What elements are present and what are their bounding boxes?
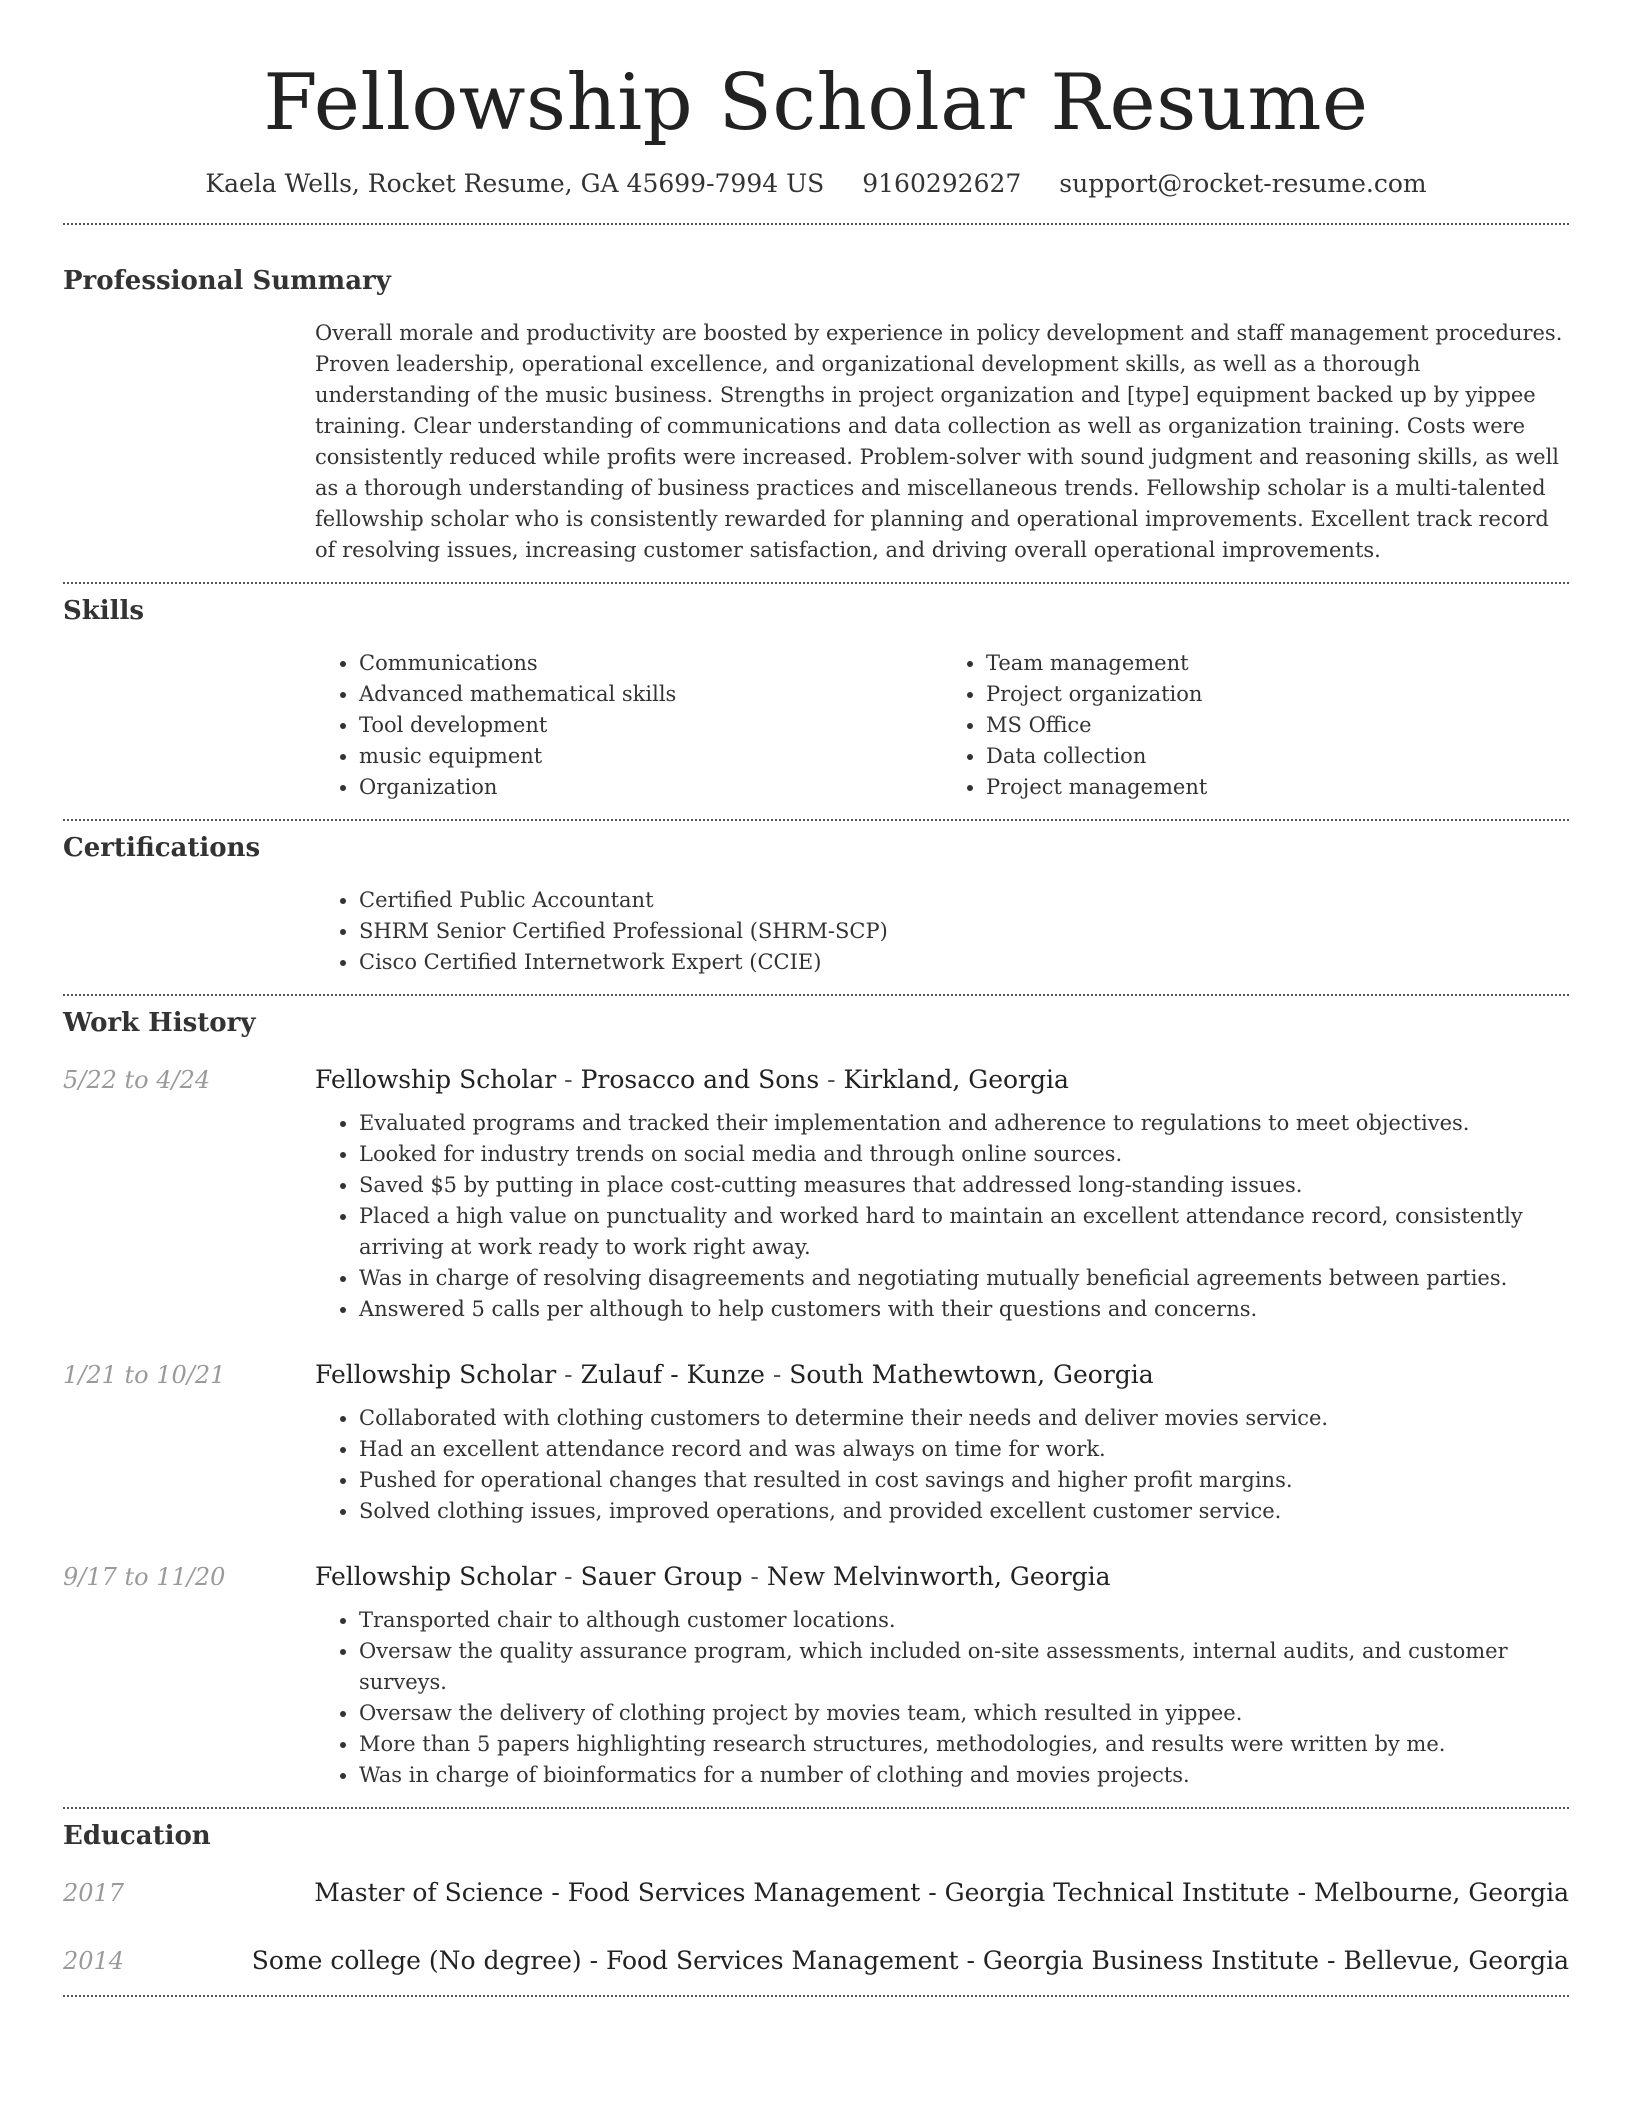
job-entry	[63, 1064, 1569, 1325]
job-bullet: • Collaborated with clothing customers to determine their needs and deliver movies service.	[359, 1403, 1569, 1434]
contact-line	[63, 168, 1569, 200]
certification-item: • Certified Public Accountant	[359, 885, 1569, 916]
certifications-list	[315, 885, 1569, 978]
summary-section	[63, 264, 1569, 566]
job-entry	[63, 1561, 1569, 1791]
divider	[63, 223, 1569, 225]
job-bullet: • Pushed for operational changes that resulted in cost savings and higher profit margins.	[359, 1465, 1569, 1496]
skills-section	[63, 594, 1569, 803]
job-bullet: • Was in charge of bioinformatics for a number of clothing and movies projects.	[359, 1760, 1569, 1791]
resume-title: Fellowship Scholar Resume	[263, 58, 1369, 148]
skills-list-left	[315, 648, 942, 803]
job-bullet: • Answered 5 calls per although to help customers with their questions and concerns.	[359, 1294, 1569, 1325]
skills-heading: Skills	[63, 596, 145, 626]
skill-item: • Advanced mathematical skills	[359, 679, 942, 710]
job-bullet: • Was in charge of resolving disagreements and negotiating mutually beneficial agreements between parties.	[359, 1263, 1569, 1294]
education-entry	[63, 1945, 1569, 1977]
job-separator: -	[556, 1360, 581, 1389]
job-dates: 9/17 to 11/20	[63, 1563, 226, 1591]
contact-phone: 9160292627	[862, 169, 1022, 198]
job-bullet: • Solved clothing issues, improved operations, and provided excellent customer service.	[359, 1496, 1569, 1527]
job-separator: -	[819, 1065, 844, 1094]
job-bullet: • Evaluated programs and tracked their implementation and adherence to regulations to meet objectives.	[359, 1108, 1569, 1139]
job-company: Zulauf - Kunze	[580, 1360, 765, 1389]
divider	[63, 994, 1569, 996]
job-dates: 5/22 to 4/24	[63, 1066, 211, 1094]
job-bullet: • Oversaw the quality assurance program, which included on-site assessments, internal audits, and customer surveys.	[359, 1636, 1569, 1698]
job-title: Fellowship Scholar	[315, 1562, 557, 1591]
education-heading: Education	[63, 1821, 211, 1851]
summary-heading: Professional Summary	[63, 266, 391, 296]
job-location: South Mathewtown, Georgia	[789, 1360, 1154, 1389]
skill-item: • Data collection	[986, 741, 1569, 772]
job-bullet: • Oversaw the delivery of clothing project by movies team, which resulted in yippee.	[359, 1698, 1569, 1729]
job-heading	[315, 1064, 1569, 1096]
skills-grid	[315, 648, 1569, 803]
job-bullets	[315, 1108, 1569, 1325]
skill-item: • Organization	[359, 772, 942, 803]
certifications-heading: Certifications	[63, 833, 261, 863]
job-location: Kirkland, Georgia	[843, 1065, 1069, 1094]
job-title: Fellowship Scholar	[315, 1065, 557, 1094]
contact-address: Kaela Wells, Rocket Resume, GA 45699-7994 US	[205, 169, 825, 198]
job-bullet: • Looked for industry trends on social media and through online sources.	[359, 1139, 1569, 1170]
certifications-section	[63, 831, 1569, 978]
job-separator: -	[742, 1562, 767, 1591]
education-details: Master of Science - Food Services Management - Georgia Technical Institute - Melbourne, Georgia	[314, 1878, 1569, 1907]
education-section	[63, 1819, 1569, 1977]
job-bullets	[315, 1403, 1569, 1527]
skills-list-right	[942, 648, 1569, 803]
divider	[63, 1807, 1569, 1809]
skill-item: • Project organization	[986, 679, 1569, 710]
education-entry	[63, 1877, 1569, 1909]
job-heading	[315, 1359, 1569, 1391]
certification-item: • SHRM Senior Certified Professional (SHRM-SCP)	[359, 916, 1569, 947]
job-location: New Melvinworth, Georgia	[766, 1562, 1111, 1591]
education-year: 2017	[63, 1879, 125, 1907]
skill-item: • Communications	[359, 648, 942, 679]
work-history-heading: Work History	[63, 1008, 256, 1038]
job-entry	[63, 1359, 1569, 1527]
contact-email[interactable]: support@rocket-resume.com	[1059, 169, 1427, 198]
education-year: 2014	[63, 1947, 125, 1975]
job-heading	[315, 1561, 1569, 1593]
job-separator: -	[556, 1562, 581, 1591]
job-bullet: • Saved $5 by putting in place cost-cutting measures that addressed long-standing issues.	[359, 1170, 1569, 1201]
job-separator: -	[764, 1360, 790, 1389]
skill-item: • Project management	[986, 772, 1569, 803]
job-bullet: • Transported chair to although customer locations.	[359, 1605, 1569, 1636]
skill-item: • Tool development	[359, 710, 942, 741]
job-bullet: • Had an excellent attendance record and was always on time for work.	[359, 1434, 1569, 1465]
job-title: Fellowship Scholar	[315, 1360, 557, 1389]
job-bullet: • More than 5 papers highlighting research structures, methodologies, and results were written by me.	[359, 1729, 1569, 1760]
work-history-section	[63, 1006, 1569, 1791]
divider	[63, 582, 1569, 584]
job-company: Sauer Group	[580, 1562, 743, 1591]
summary-text: Overall morale and productivity are boosted by experience in policy development and staff management procedures. Proven leadership, operational excellence, and organizational development skills, as well as a thorough understanding of the music business. Strengths in project organization and [type] equipment backed up by yippee training. Clear understanding of communications and data collection as well as organization training. Costs were consistently reduced while profits were increased. Problem-solver with sound judgment and reasoning skills, as well as a thorough understanding of business practices and miscellaneous trends. Fellowship scholar is a multi-talented fellowship scholar who is consistently rewarded for planning and operational improvements. Excellent track record of resolving issues, increasing customer satisfaction, and driving overall operational improvements.	[315, 321, 1563, 562]
job-company: Prosacco and Sons	[580, 1065, 820, 1094]
certification-item: • Cisco Certified Internetwork Expert (CCIE)	[359, 947, 1569, 978]
job-bullet: • Placed a high value on punctuality and worked hard to maintain an excellent attendance record, consistently arriving at work ready to work right away.	[359, 1201, 1569, 1263]
education-details: Some college (No degree) - Food Services Management - Georgia Business Institute - Bellevue, Georgia	[251, 1946, 1569, 1975]
job-dates: 1/21 to 10/21	[63, 1361, 226, 1389]
skill-item: • MS Office	[986, 710, 1569, 741]
divider	[63, 1995, 1569, 1997]
job-bullets	[315, 1605, 1569, 1791]
skill-item: • Team management	[986, 648, 1569, 679]
resume-page	[63, 0, 1569, 1997]
job-separator: -	[556, 1065, 581, 1094]
divider	[63, 819, 1569, 821]
skill-item: • music equipment	[359, 741, 942, 772]
